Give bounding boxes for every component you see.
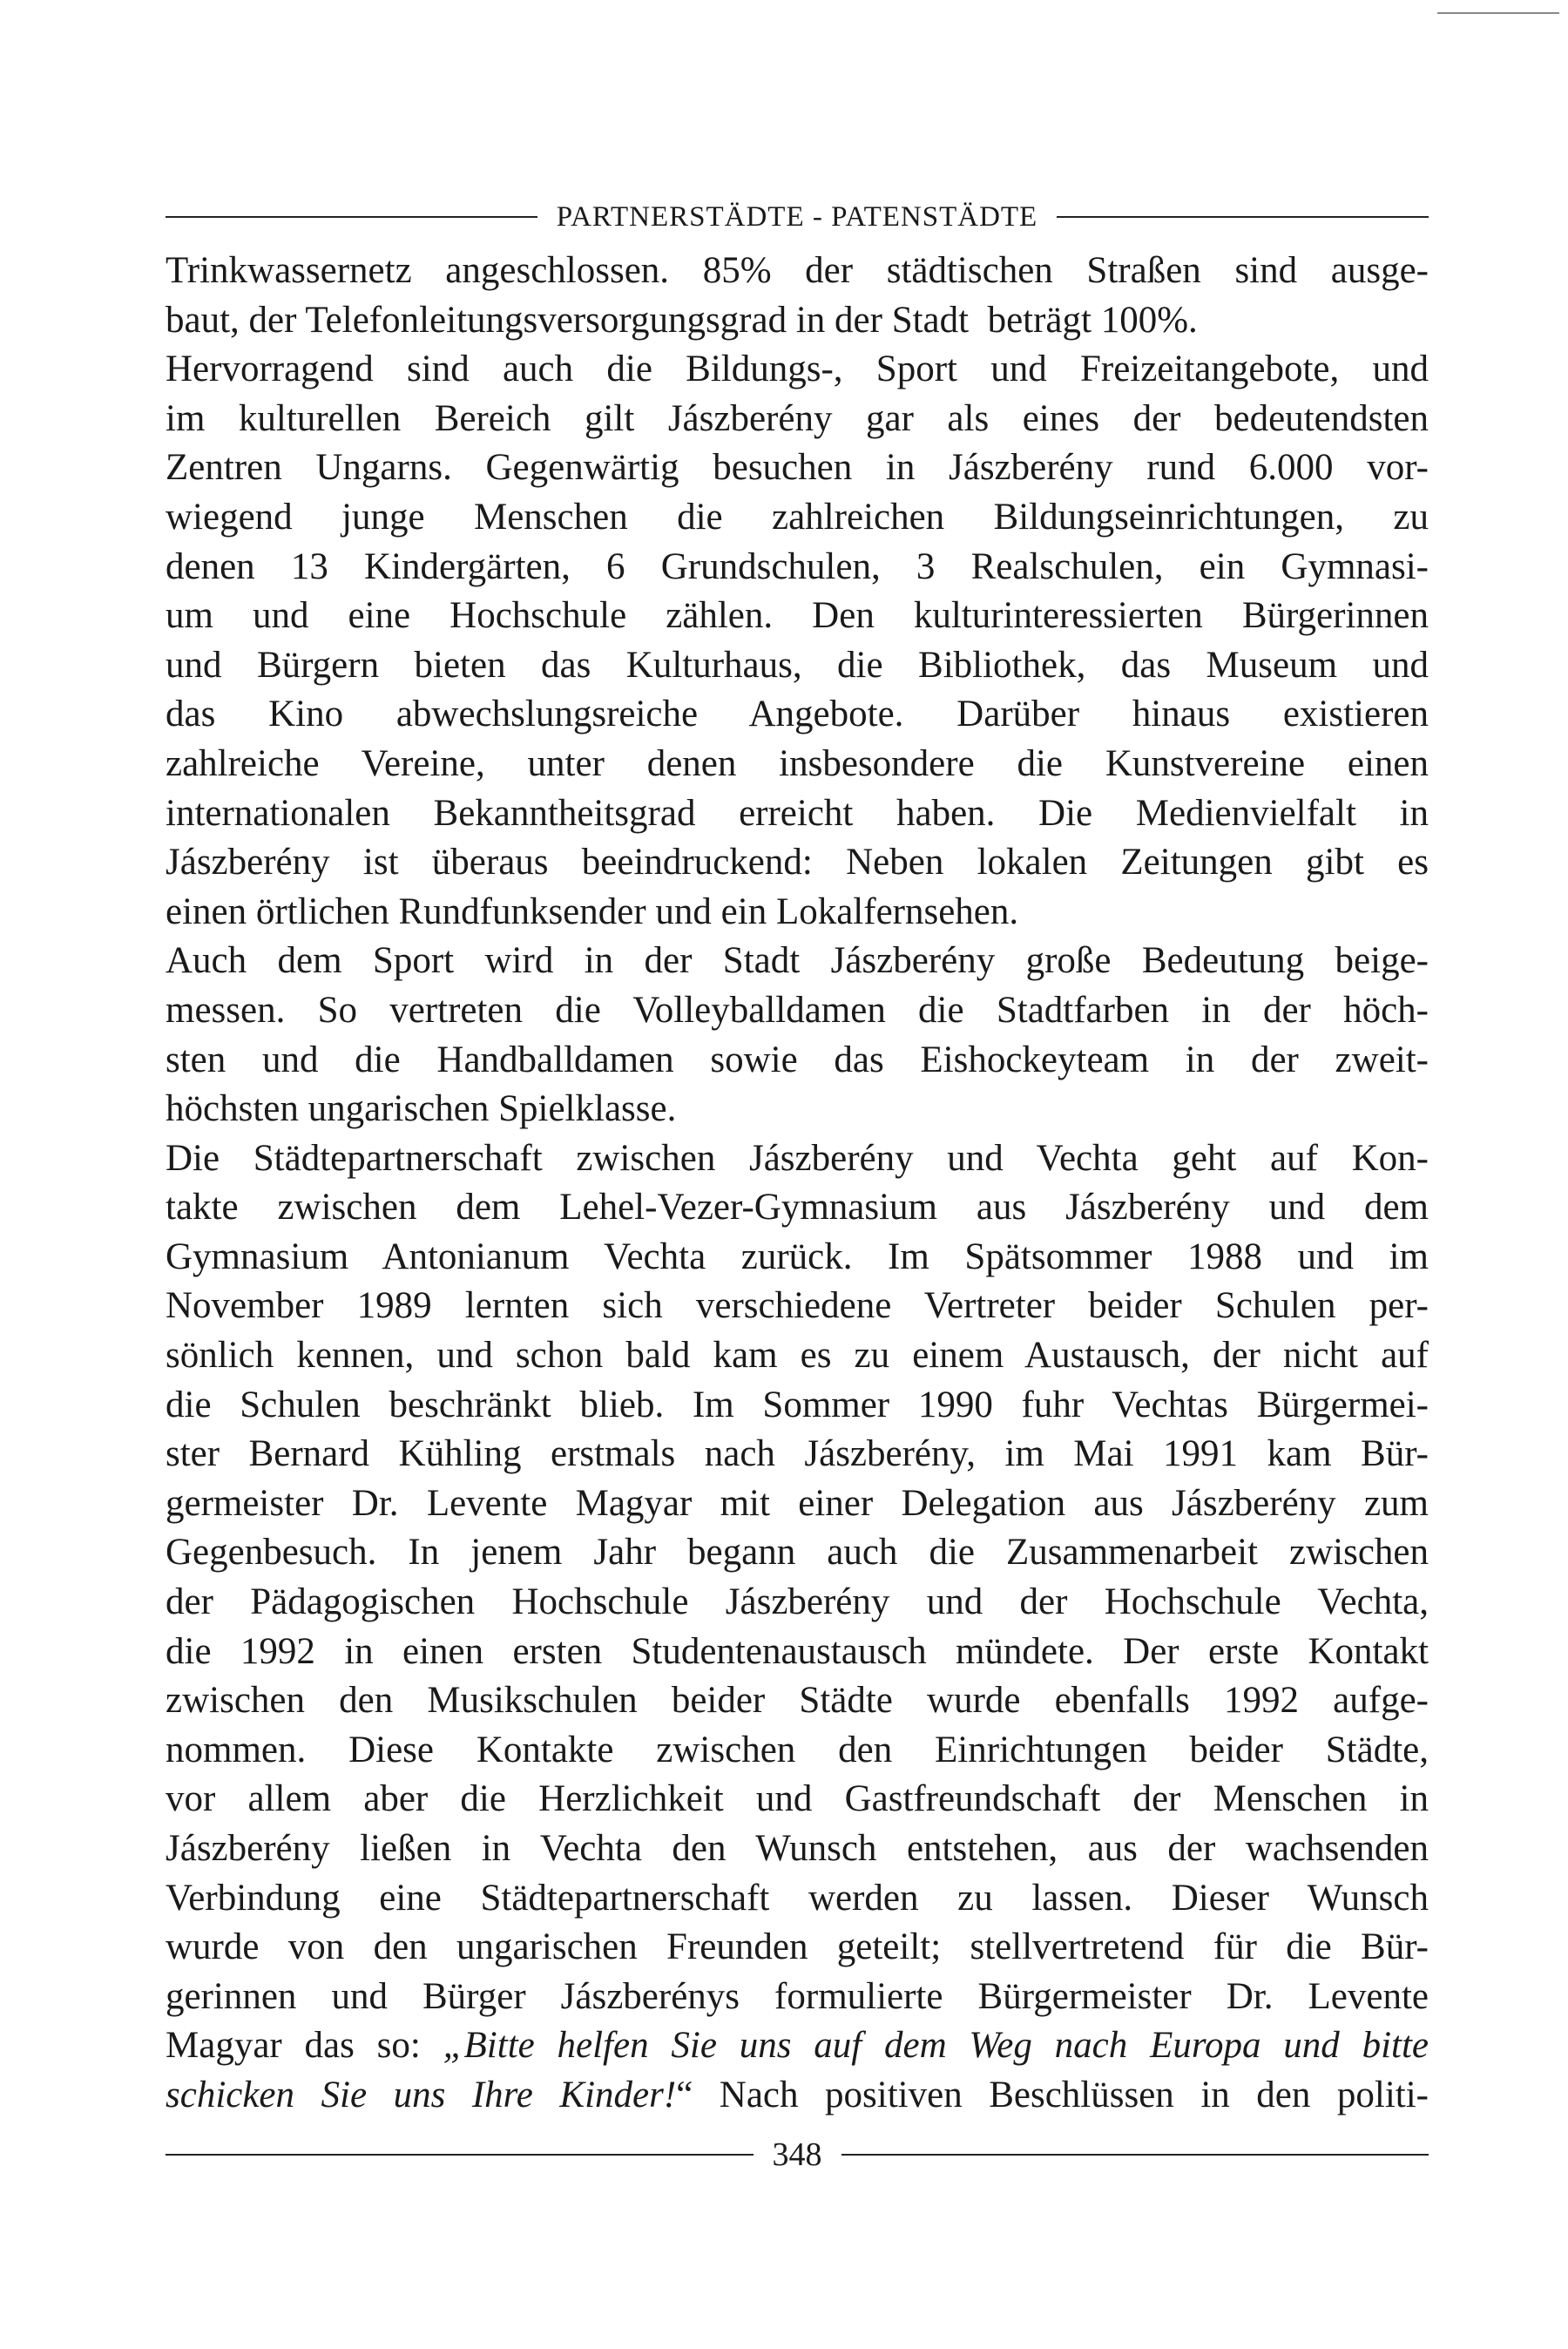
text-segment: takte zwischen dem Lehel-Vezer-Gymnasium aus Jászberény und dem <box>166 1187 1429 1229</box>
footer-rule-left <box>166 2154 754 2156</box>
text-segment: vor allem aber die Herzlichkeit und Gastfreundschaft der Menschen in <box>166 1778 1429 1820</box>
text-line <box>166 641 1429 691</box>
text-segment: der Pädagogischen Hochschule Jászberény und der Hochschule Vechta, <box>166 1581 1429 1623</box>
text-segment: wurde von den ungarischen Freunden geteilt; stellvertretend für die Bür- <box>166 1926 1429 1968</box>
text-segment: sten und die Handballdamen sowie das Eishockeyteam in der zweit- <box>166 1039 1429 1080</box>
text-segment: “ Nach positiven Beschlüssen in den politi- <box>676 2074 1429 2115</box>
text-segment: nommen. Diese Kontakte zwischen den Einrichtungen beider Städte, <box>166 1729 1429 1770</box>
text-line <box>166 1628 1429 1677</box>
text-line <box>166 2071 1429 2121</box>
text-line <box>166 838 1429 888</box>
text-segment: November 1989 lernten sich verschiedene Vertreter beider Schulen per- <box>166 1285 1429 1327</box>
text-segment: Verbindung eine Städtepartnerschaft werden zu lassen. Dieser Wunsch <box>166 1877 1429 1919</box>
header-rule-right <box>1057 216 1429 218</box>
text-line <box>166 1233 1429 1283</box>
text-line <box>166 937 1429 986</box>
text-segment: Gymnasium Antonianum Vechta zurück. Im Spätsommer 1988 und im <box>166 1235 1429 1277</box>
text-line <box>166 1874 1429 1924</box>
text-segment: gerinnen und Bürger Jászberénys formulierte Bürgermeister Dr. Levente <box>166 1975 1429 2017</box>
text-line <box>166 296 1429 346</box>
footer-rule-right <box>841 2154 1429 2156</box>
italic-quote-segment: „Bitte helfen Sie uns auf dem Weg nach Europa und bitte <box>443 2025 1429 2067</box>
text-segment: im kulturellen Bereich gilt Jászberény gar als eines der bedeutendsten <box>166 397 1429 439</box>
text-segment: germeister Dr. Levente Magyar mit einer Delegation aus Jászberény zum <box>166 1482 1429 1524</box>
text-segment: Jászberény ließen in Vechta den Wunsch entstehen, aus der wachsenden <box>166 1828 1429 1869</box>
text-segment: einen örtlichen Rundfunksender und ein Lokalfernsehen. <box>166 890 1019 932</box>
text-line <box>166 1282 1429 1331</box>
text-line <box>166 1331 1429 1381</box>
text-segment: wiegend junge Menschen die zahlreichen Bildungseinrichtungen, zu <box>166 496 1429 538</box>
text-line <box>166 247 1429 296</box>
body-text <box>166 247 1429 2121</box>
text-segment: höchsten ungarischen Spielklasse. <box>166 1088 677 1130</box>
text-segment: Trinkwassernetz angeschlossen. 85% der städtischen Straßen sind ausge- <box>166 250 1429 291</box>
page-number: 348 <box>772 2136 822 2173</box>
text-segment: das Kino abwechslungsreiche Angebote. Darüber hinaus existieren <box>166 694 1429 735</box>
text-segment: Zentren Ungarns. Gegenwärtig besuchen in Jászberény rund 6.000 vor- <box>166 447 1429 489</box>
text-line <box>166 1381 1429 1431</box>
text-line <box>166 789 1429 839</box>
text-line <box>166 740 1429 789</box>
scan-edge-rule <box>1437 12 1559 14</box>
text-segment: internationalen Bekanntheitsgrad erreicht haben. Die Medienvielfalt in <box>166 792 1429 834</box>
text-line <box>166 395 1429 444</box>
text-line <box>166 1923 1429 1973</box>
text-segment: zwischen den Musikschulen beider Städte wurde ebenfalls 1992 aufge- <box>166 1680 1429 1722</box>
text-line <box>166 1134 1429 1184</box>
text-line <box>166 1973 1429 2022</box>
text-line <box>166 1824 1429 1874</box>
text-segment: und Bürgern bieten das Kulturhaus, die Bibliothek, das Museum und <box>166 644 1429 686</box>
text-segment: Magyar das so: <box>166 2025 443 2067</box>
text-line <box>166 1578 1429 1628</box>
text-line <box>166 1676 1429 1726</box>
text-line <box>166 1183 1429 1233</box>
text-line <box>166 345 1429 395</box>
text-line <box>166 2021 1429 2071</box>
text-line <box>166 1775 1429 1824</box>
text-line <box>166 592 1429 641</box>
text-line <box>166 493 1429 543</box>
text-segment: Gegenbesuch. In jenem Jahr begann auch die Zusammenarbeit zwischen <box>166 1532 1429 1574</box>
text-segment: messen. So vertreten die Volleyballdamen die Stadtfarben in der höch- <box>166 989 1429 1031</box>
header-title: PARTNERSTÄDTE - PATENSTÄDTE <box>556 200 1038 233</box>
text-line <box>166 690 1429 740</box>
text-segment: ster Bernard Kühling erstmals nach Jászberény, im Mai 1991 kam Bür- <box>166 1433 1429 1475</box>
text-line <box>166 1430 1429 1479</box>
text-line <box>166 888 1429 938</box>
text-line <box>166 1479 1429 1529</box>
text-line <box>166 1726 1429 1776</box>
text-segment: Auch dem Sport wird in der Stadt Jászberény große Bedeutung beige- <box>166 940 1429 982</box>
text-line <box>166 986 1429 1036</box>
text-line <box>166 1528 1429 1578</box>
text-line <box>166 1036 1429 1086</box>
text-segment: Jászberény ist überaus beeindruckend: Neben lokalen Zeitungen gibt es <box>166 842 1429 883</box>
text-segment: um und eine Hochschule zählen. Den kulturinteressierten Bürgerinnen <box>166 595 1429 637</box>
text-segment: zahlreiche Vereine, unter denen insbesondere die Kunstvereine einen <box>166 742 1429 784</box>
text-segment: Hervorragend sind auch die Bildungs-, Sport und Freizeitangebote, und <box>166 349 1429 390</box>
italic-quote-segment: schicken Sie uns Ihre Kinder! <box>166 2074 677 2115</box>
text-segment: sönlich kennen, und schon bald kam es zu einem Austausch, der nicht auf <box>166 1335 1429 1377</box>
text-segment: die 1992 in einen ersten Studentenaustausch mündete. Der erste Kontakt <box>166 1630 1429 1672</box>
page-footer <box>166 2133 1429 2176</box>
text-line <box>166 1085 1429 1134</box>
text-segment: baut, der Telefonleitungsversorgungsgrad in der Stadt beträgt 100%. <box>166 299 1198 341</box>
text-segment: denen 13 Kindergärten, 6 Grundschulen, 3 Realschulen, ein Gymnasi- <box>166 545 1429 587</box>
header-rule-left <box>166 216 537 218</box>
running-header <box>166 195 1429 239</box>
text-line <box>166 543 1429 592</box>
text-line <box>166 443 1429 493</box>
text-segment: Die Städtepartnerschaft zwischen Jászberény und Vechta geht auf Kon- <box>166 1137 1429 1179</box>
text-segment: die Schulen beschränkt blieb. Im Sommer 1990 fuhr Vechtas Bürgermei- <box>166 1384 1429 1425</box>
